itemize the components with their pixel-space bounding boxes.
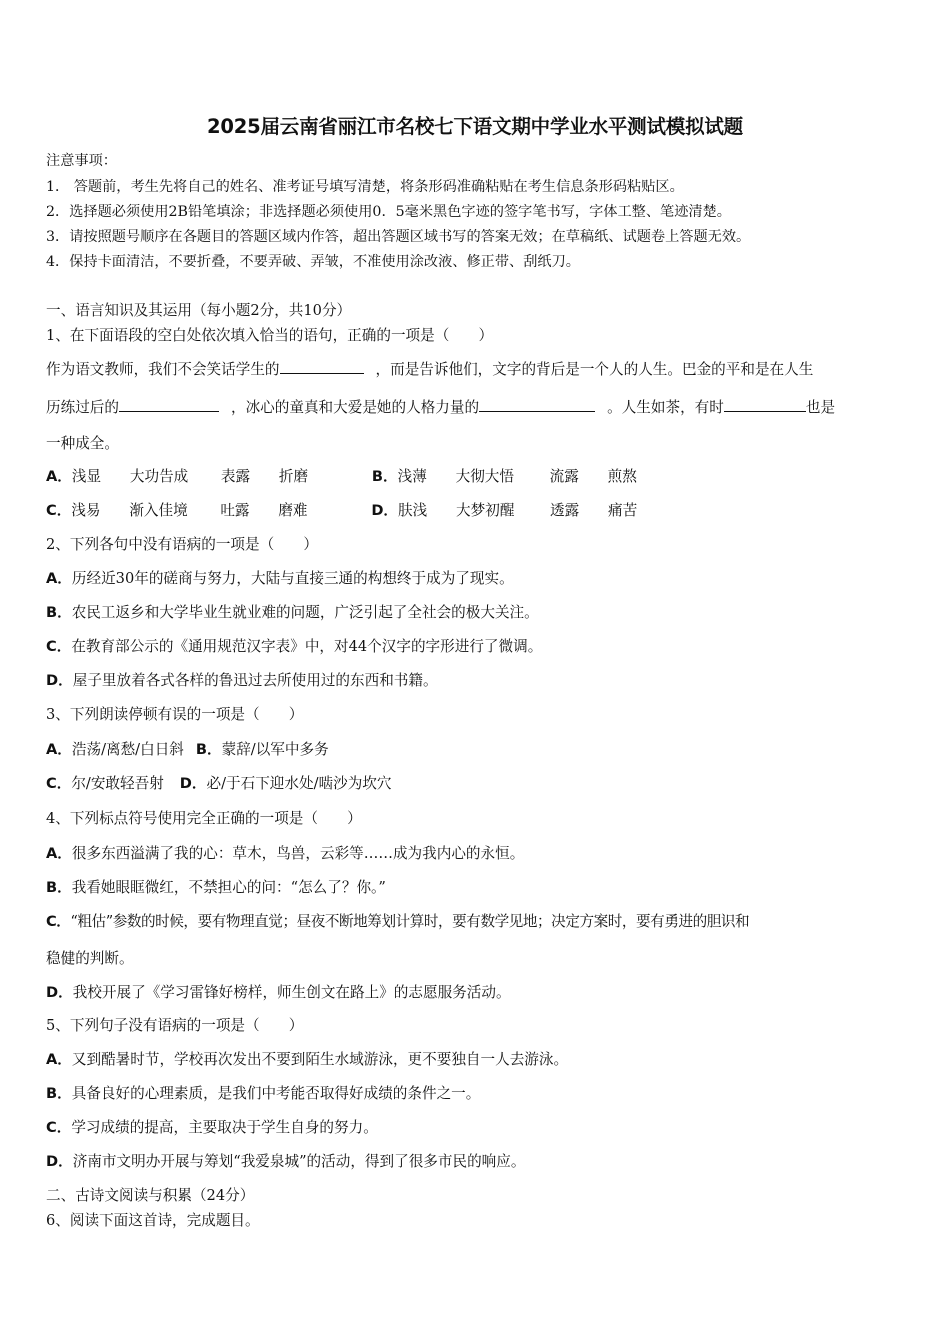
- option-text: 我看她眼眶微红，不禁担心的问：“怎么了？你。”: [71, 879, 386, 896]
- option-letter: A．: [46, 468, 72, 485]
- passage-text: 也是: [805, 399, 836, 416]
- option-text: 济南市文明办开展与筹划“我爱泉城”的活动，得到了很多市民的响应。: [72, 1153, 526, 1170]
- option-letter: D．: [371, 502, 399, 519]
- option-line: [46, 1118, 378, 1138]
- page-title: 2025届云南省丽江市名校七下语文期中学业水平测试模拟试题: [207, 115, 743, 138]
- option-letter: D．: [179, 775, 207, 792]
- option-letter: B．: [46, 604, 72, 621]
- option-word: 吐露: [220, 502, 250, 519]
- option-letter: A．: [46, 741, 72, 758]
- option-line: [46, 1152, 525, 1172]
- option-text: 尔/安敢轻吾射: [71, 775, 164, 792]
- option-text: 学习成绩的提高，主要取决于学生自身的努力。: [71, 1119, 378, 1136]
- option-letter: D．: [46, 984, 73, 1001]
- option-word: 透露: [550, 502, 580, 519]
- answer-blank: [119, 397, 219, 412]
- option-line: [46, 912, 749, 932]
- section-heading: 一、语言知识及其运用（每小题2分，共10分）: [46, 302, 352, 319]
- option-letter: B．: [46, 1085, 72, 1102]
- option-letter: D．: [46, 672, 73, 689]
- option-line: [46, 637, 542, 657]
- option-row: [46, 467, 637, 487]
- option-letter: A．: [46, 1051, 72, 1068]
- option-text: 历经近30年的磋商与努力，大陆与直接三通的构想终于成为了现实。: [71, 570, 514, 587]
- option-text: 蒙辞/以军中多务: [221, 741, 329, 758]
- option-text: 在教育部公示的《通用规范汉字表》中，对44个汉字的字形进行了微调。: [71, 638, 543, 655]
- option-word: 大功告成: [129, 468, 189, 485]
- option-text: 屋子里放着各式各样的鲁迅过去所使用过的东西和书籍。: [72, 672, 438, 689]
- answer-blank: [479, 397, 595, 412]
- option-line: [46, 844, 524, 864]
- option-word: 折磨: [278, 468, 309, 485]
- passage-line: 一种成全。: [46, 435, 119, 452]
- option-word: 浅显: [71, 468, 102, 485]
- answer-blank: [724, 397, 806, 412]
- option-word: 肤浅: [398, 502, 428, 519]
- option-continuation: 稳健的判断。: [46, 950, 134, 967]
- option-letter: C．: [46, 1119, 72, 1136]
- question-stem: 3、下列朗读停顿有误的一项是（ ）: [46, 706, 304, 723]
- option-letter: D．: [46, 1153, 73, 1170]
- notice-heading: 注意事项：: [46, 153, 117, 169]
- option-text: 很多东西溢满了我的心：草木，鸟兽，云彩等……成为我内心的永恒。: [71, 845, 525, 862]
- option-text: 我校开展了《学习雷锋好榜样，师生创文在路上》的志愿服务活动。: [72, 984, 511, 1001]
- option-line: [46, 774, 391, 794]
- option-line: [46, 878, 386, 898]
- question-stem: 1、在下面语段的空白处依次填入恰当的语句，正确的一项是（ ）: [46, 327, 494, 344]
- option-line: [46, 1050, 568, 1070]
- option-text: 浩荡/离愁/白日斜: [71, 741, 184, 758]
- option-word: 浅易: [71, 502, 101, 519]
- passage-text: ，而是告诉他们，文字的背后是一个人的人生。巴金的平和是在人生: [375, 361, 814, 378]
- section-heading: 二、古诗文阅读与积累（24分）: [46, 1187, 255, 1204]
- option-letter: A．: [46, 845, 72, 862]
- notice-item: 4．保持卡面清洁，不要折叠，不要弄破、弄皱，不准使用涂改液、修正带、刮纸刀。: [46, 254, 580, 270]
- passage-line: [46, 397, 835, 418]
- option-letter: A．: [46, 570, 72, 587]
- option-text: 又到酷暑时节，学校再次发出不要到陌生水域游泳，更不要独自一人去游泳。: [71, 1051, 569, 1068]
- passage-text: ，冰心的童真和大爱是她的人格力量的: [230, 399, 480, 416]
- option-word: 磨难: [278, 502, 308, 519]
- notice-item: 2．选择题必须使用2B铅笔填涂；非选择题必须使用0．5毫米黑色字迹的签字笔书写，字体工整、笔迹清楚。: [46, 204, 731, 220]
- option-word: 浅薄: [397, 468, 427, 485]
- question-stem: 5、下列句子没有语病的一项是（ ）: [46, 1017, 304, 1034]
- passage-text: 历练过后的: [46, 399, 119, 416]
- notice-item: 1． 答题前，考生先将自己的姓名、准考证号填写清楚，将条形码准确粘贴在考生信息条形码粘贴区。: [46, 179, 684, 195]
- option-letter: C．: [46, 638, 72, 655]
- option-letter: C．: [46, 775, 72, 792]
- option-row: [46, 501, 637, 521]
- option-text: 具备良好的心理素质，是我们中考能否取得好成绩的条件之一。: [71, 1085, 481, 1102]
- option-text: 农民工返乡和大学毕业生就业难的问题，广泛引起了全社会的极大关注。: [71, 604, 539, 621]
- option-text: 必/于石下迎水处/啮沙为坎穴: [206, 775, 392, 792]
- option-word: 痛苦: [608, 502, 638, 519]
- passage-line: [46, 359, 813, 380]
- option-word: 流露: [549, 468, 579, 485]
- option-line: [46, 671, 438, 691]
- notice-item: 3．请按照题号顺序在各题目的答题区域内作答，超出答题区域书写的答案无效；在草稿纸、试题卷上答题无效。: [46, 229, 751, 245]
- option-text: “粗估”参数的时候，要有物理直觉；昼夜不断地筹划计算时，要有数学见地；决定方案时，要有勇进的胆识和: [70, 913, 750, 930]
- option-letter: B．: [195, 741, 222, 758]
- option-letter: B．: [46, 879, 72, 896]
- option-letter: C．: [46, 502, 72, 519]
- option-line: [46, 983, 511, 1003]
- option-word: 大梦初醒: [456, 502, 515, 519]
- option-letter: B．: [371, 468, 398, 485]
- option-word: 煎熬: [607, 468, 637, 485]
- option-line: [46, 740, 329, 760]
- passage-text: 作为语文教师，我们不会笑话学生的: [46, 361, 280, 378]
- passage-text: 。人生如茶，有时: [607, 399, 724, 416]
- answer-blank: [280, 359, 364, 374]
- question-stem: 2、下列各句中没有语病的一项是（ ）: [46, 536, 318, 553]
- option-word: 渐入佳境: [129, 502, 188, 519]
- question-stem: 4、下列标点符号使用完全正确的一项是（ ）: [46, 810, 362, 827]
- option-word: 表露: [220, 468, 251, 485]
- option-line: [46, 603, 539, 623]
- option-line: [46, 569, 514, 589]
- question-stem: 6、阅读下面这首诗，完成题目。: [46, 1212, 260, 1229]
- option-letter: C．: [46, 913, 71, 930]
- option-word: 大彻大悟: [455, 468, 514, 485]
- option-line: [46, 1084, 480, 1104]
